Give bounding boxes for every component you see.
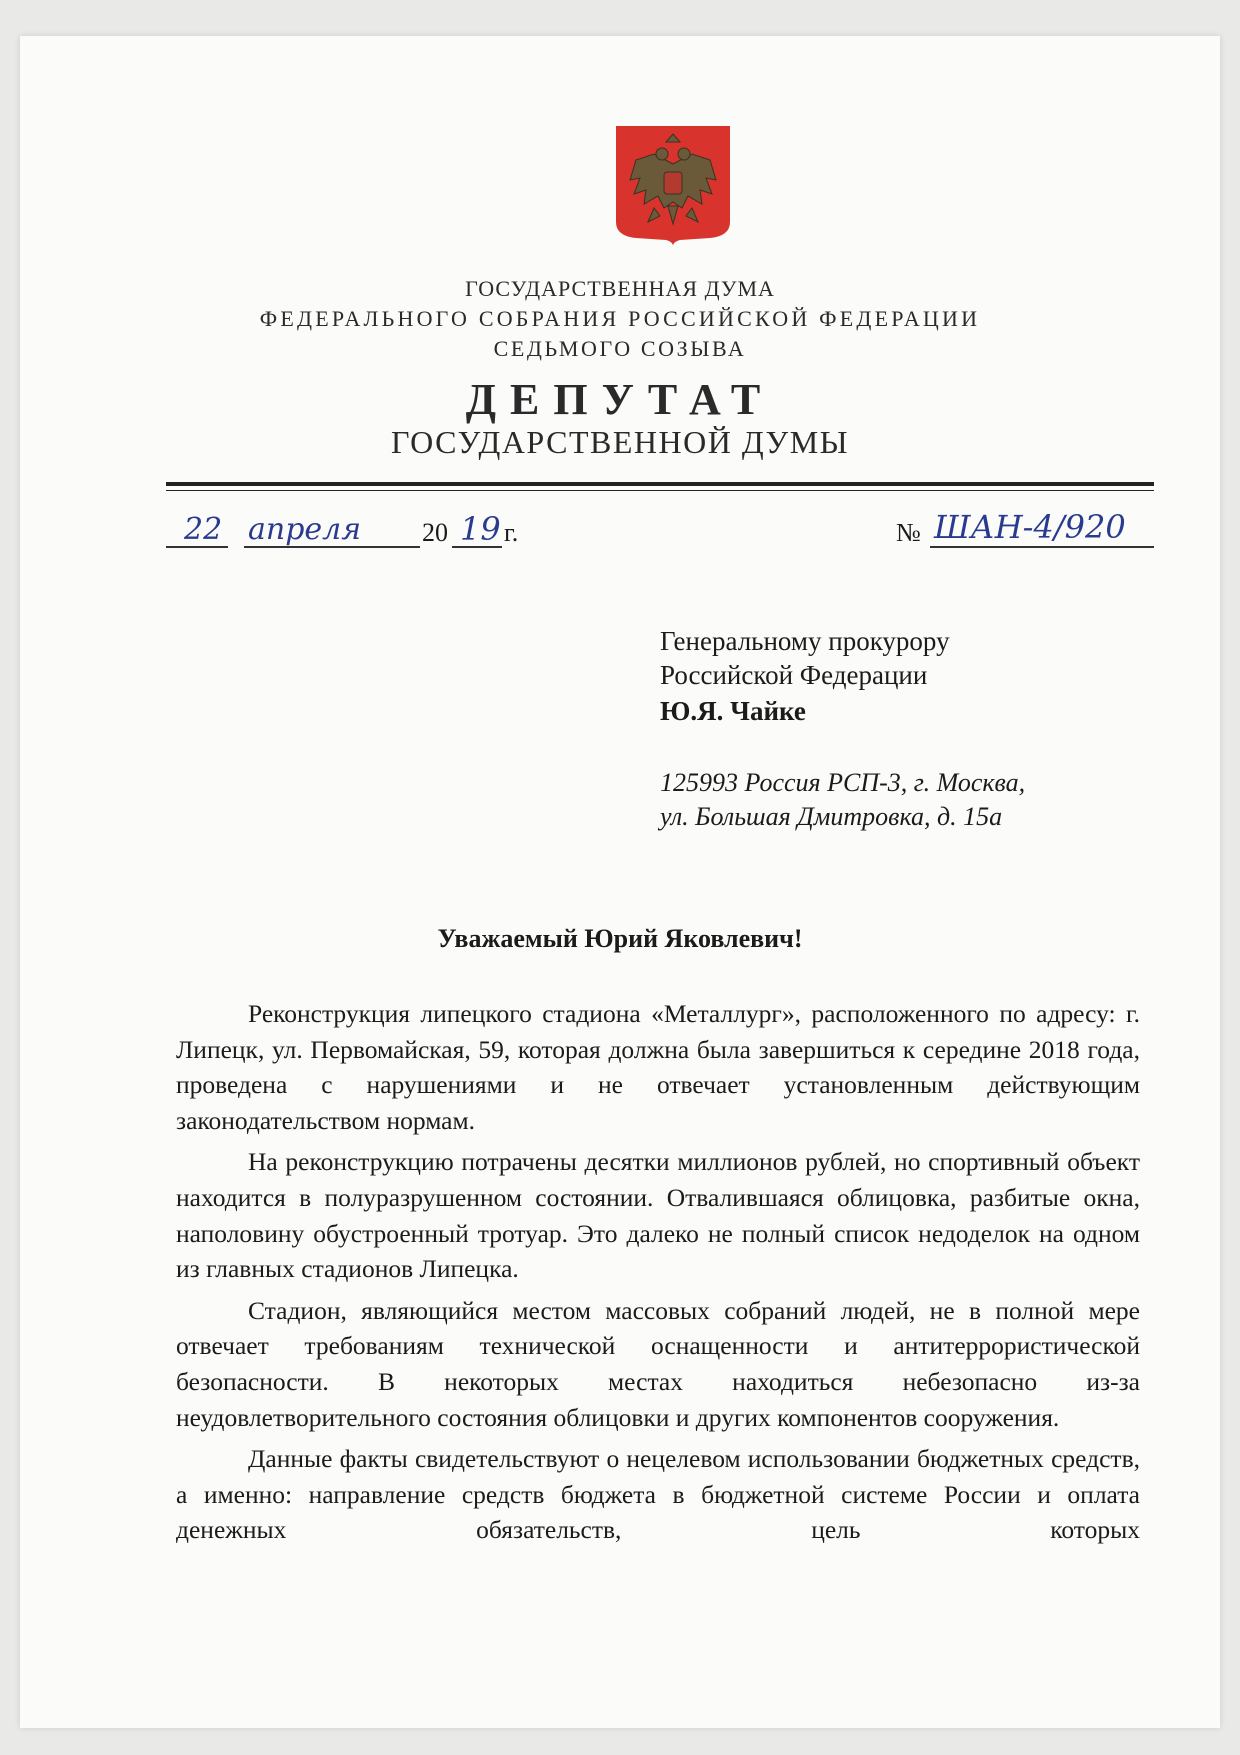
header-title: ДЕПУТАТ bbox=[465, 375, 775, 424]
body-paragraph-1: Реконструкция липецкого стадиона «Металлург», расположенного по адресу: г. Липецк, ул. Первомайская, 59, которая должна была завершиться к середине 2018 года, проведена с нарушениями и не отвечает установленным действующим законодательством нормам. bbox=[176, 999, 1140, 1135]
header-line-3: СЕДЬМОГО СОЗЫВА bbox=[493, 336, 747, 361]
body-paragraph-3: Стадион, являющийся местом массовых собраний людей, не в полной мере отвечает требованиям технической оснащенности и антитеррористической безопасности. В некоторых местах находиться небезопасно из-за неудовлетворительного состояния облицовки и других компонентов сооружения. bbox=[176, 1295, 1140, 1432]
date-year-abbr: г. bbox=[504, 518, 519, 547]
body-paragraph-4: Данные факты свидетельствуют о нецелевом использовании бюджетных средств, а именно: направление средств бюджета в бюджетной системе России и оплата денежных обязательств, цель которых bbox=[176, 1444, 1140, 1545]
letter-body bbox=[176, 996, 1140, 1554]
recipient-line-1: Генеральному прокурору bbox=[660, 626, 950, 656]
header-line-2: ФЕДЕРАЛЬНОГО СОБРАНИЯ РОССИЙСКОЙ ФЕДЕРАЦИИ bbox=[259, 306, 981, 331]
recipient-address-1: 125993 Россия РСП-3, г. Москва, bbox=[660, 768, 1026, 797]
number-value: ШАН-4/920 bbox=[934, 508, 1126, 546]
recipient-name: Ю.Я. Чайке bbox=[660, 696, 806, 726]
header-subtitle: ГОСУДАРСТВЕННОЙ ДУМЫ bbox=[390, 424, 850, 460]
number-sign: № bbox=[896, 518, 921, 547]
body-paragraph-2: На реконструкцию потрачены десятки миллионов рублей, но спортивный объект находится в полуразрушенном состоянии. Отвалившаяся облицовка, разбитые окна, наполовину обустроенный тротуар. Это далеко не полный список недоделок на одном из главных стадионов Липецка. bbox=[176, 1147, 1140, 1284]
recipient-address-2: ул. Большая Дмитровка, д. 15а bbox=[660, 802, 1003, 831]
coat-of-arms-emblem bbox=[614, 124, 732, 248]
header-line-1: ГОСУДАРСТВЕННАЯ ДУМА bbox=[465, 276, 775, 301]
number-underline bbox=[930, 546, 1154, 548]
date-month: апреля bbox=[248, 512, 362, 547]
salutation: Уважаемый Юрий Яковлевич! bbox=[437, 924, 803, 953]
header-divider-thick bbox=[166, 482, 1154, 486]
recipient-line-2: Российской Федерации bbox=[660, 660, 928, 690]
date-day: 22 bbox=[184, 512, 223, 547]
date-year-prefix: 20 bbox=[422, 518, 448, 547]
date-year-suffix: 19 bbox=[460, 510, 501, 548]
header-divider-thin bbox=[166, 490, 1154, 491]
